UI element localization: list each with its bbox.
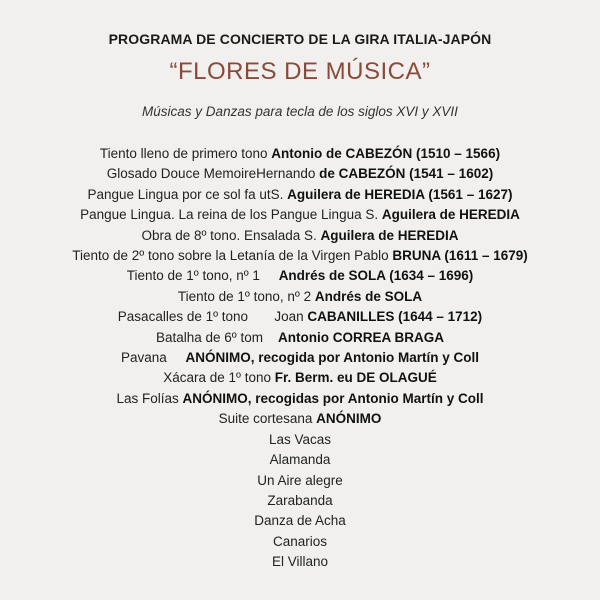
composer-name: ANÓNIMO, recogidas por Antonio Martín y Coll <box>182 390 484 406</box>
program-item <box>0 328 600 348</box>
composer-name: ANÓNIMO, recogida por Antonio Martín y Coll <box>185 350 480 366</box>
program-subtitle: Músicas y Danzas para tecla de los siglos XVI y XVII <box>142 104 458 119</box>
program-item <box>0 552 600 572</box>
concert-title: “FLORES DE MÚSICA” <box>169 58 431 85</box>
work-title: El Villano <box>271 554 329 570</box>
composer-name: Aguilera de HEREDIA <box>320 227 459 243</box>
program-item <box>0 205 600 225</box>
program-item <box>0 246 600 266</box>
work-title: Pavana <box>120 350 186 366</box>
composer-name: Aguilera de HEREDIA (1561 – 1627) <box>287 186 513 202</box>
program-heading: PROGRAMA DE CONCIERTO DE LA GIRA ITALIA-JAPÓN <box>108 31 492 47</box>
composer-name: BRUNA (1611 – 1679) <box>392 248 528 264</box>
program-list <box>0 144 600 573</box>
work-title: Tiento de 1º tono, nº 2 <box>177 288 315 304</box>
work-title: Las Vacas <box>268 431 332 447</box>
work-title: Glosado Douce MemoireHernando <box>106 166 320 182</box>
work-title: Tiento lleno de primero tono <box>99 146 272 161</box>
program-item <box>0 450 600 470</box>
program-item <box>0 307 600 327</box>
work-title: Pangue Lingua. La reina de los Pangue Lingua S. <box>80 207 382 223</box>
work-title: Tiento de 2º tono sobre la Letanía de la Virgen Pablo <box>72 248 393 264</box>
program-item <box>0 409 600 429</box>
work-title: Alamanda <box>269 452 331 468</box>
program-item <box>0 226 600 246</box>
composer-name: de CABEZÓN (1541 – 1602) <box>319 166 494 182</box>
work-title: Zarabanda <box>267 492 333 508</box>
work-title: Pangue Lingua por ce sol fa utS. <box>87 186 288 202</box>
program-item <box>0 471 600 491</box>
program-item <box>0 491 600 511</box>
program-item <box>0 430 600 450</box>
work-title: Obra de 8º tono. Ensalada S. <box>141 227 321 243</box>
work-title: Tiento de 1º tono, nº 1 <box>126 268 279 284</box>
composer-name: ANÓNIMO <box>316 411 382 427</box>
program-item <box>0 164 600 184</box>
composer-name: Fr. Berm. eu DE OLAGUÉ <box>274 370 437 386</box>
program-item <box>0 348 600 368</box>
program-item <box>0 511 600 531</box>
work-title: Las Folías <box>116 390 183 406</box>
program-item <box>0 185 600 205</box>
composer-name: Andrés de SOLA (1634 – 1696) <box>278 268 474 284</box>
program-item <box>0 532 600 552</box>
composer-name: Antonio CORREA BRAGA <box>278 329 444 345</box>
composer-name: Antonio de CABEZÓN (1510 – 1566) <box>271 146 501 161</box>
program-item <box>0 266 600 286</box>
composer-name: CABANILLES (1644 – 1712) <box>307 309 483 325</box>
work-title: Suite cortesana <box>218 411 317 427</box>
composer-name: Aguilera de HEREDIA <box>381 207 520 223</box>
program-item <box>0 144 600 164</box>
work-title: Batalha de 6º tom <box>156 329 279 345</box>
work-title: Xácara de 1º tono <box>163 370 275 386</box>
composer-name: Andrés de SOLA <box>314 288 423 304</box>
work-title: Canarios <box>272 533 328 549</box>
program-item <box>0 389 600 409</box>
work-title: Pasacalles de 1º tono Joan <box>117 309 308 325</box>
work-title: Danza de Acha <box>254 513 346 529</box>
program-item <box>0 287 600 307</box>
work-title: Un Aire alegre <box>257 472 343 488</box>
program-item <box>0 368 600 388</box>
